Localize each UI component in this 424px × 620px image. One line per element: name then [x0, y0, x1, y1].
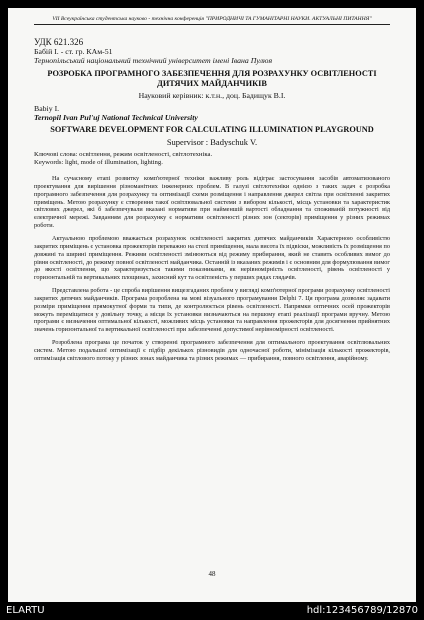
- keywords-en: Keywords: light, mode of illumination, lighting.: [34, 158, 163, 166]
- author-ua: Бабій І. - ст. гр. КАм-51: [34, 46, 113, 56]
- handle-id: hdl:123456789/12870: [306, 605, 418, 616]
- page-number: 48: [208, 570, 216, 578]
- keywords-ua: Ключові слова: освітлення, режим освітленості, світлотехніка.: [34, 150, 213, 158]
- title-en: SOFTWARE DEVELOPMENT FOR CALCULATING ILLUMINATION PLAYGROUND: [50, 124, 374, 134]
- title-ua: РОЗРОБКА ПРОГРАМНОГО ЗАБЕЗПЕЧЕННЯ ДЛЯ РОЗРАХУНКУ ОСВІТЛЕНОСТІ ДИТЯЧИХ МАЙДАНЧИКІВ: [47, 68, 377, 88]
- repository-name: ELARTU: [6, 605, 45, 616]
- paragraph: Представлена робота - це спроба вирішення вищезгаданих проблем у вигляді комп'ютерної програми розрахунку освітленості закритих дитячих майданчиків. Програма розроблена на мові візуального програмування Delphi 7. Ця програма дозволяє задавати розміри приміщення прямокутної форми та типи, де контролюється рівень освітленості. Напрямки оптичних осей прожекторів можуть переміщатися у довільну точку, а місця їх установки визначаються на першому етапі реалізації програми вручну. Метою програми є визначення оптимальної кількості, можливих місць установки та направлення прожекторів для досягнення прийнятних значень горизонтальної та вертикальної освітленості при забезпеченні допустимої нерівномірності освітленості.: [34, 287, 390, 334]
- affiliation-en: Ternopil Ivan Pul'uj National Technical University: [34, 113, 198, 122]
- author-en: Babiy I.: [34, 103, 60, 113]
- affiliation-ua: Тернопільський національний технічний університет імені Івана Пулюя: [34, 56, 273, 65]
- body-text: [34, 175, 390, 363]
- paragraph: Розроблена програма це початок у створенні програмного забезпечення для оптимального проектування освітлювальних систем. Метою подальшої оптимізації є підбір декількох різновидів для одночасної роботи, мінімізація кількості прожекторів, оптимізація світлового потоку у різних зонах майданчика та різних режимах — прибирання, повного освітлення, аварійному.: [34, 339, 390, 362]
- document-page: [8, 8, 416, 602]
- footer-bar: [0, 602, 424, 620]
- supervisor-en: Supervisor : Badyschuk V.: [166, 136, 258, 147]
- udk-code: УДК 621.326: [34, 36, 84, 47]
- conference-header: VII Всеукраїнська студентська науково - технічна конференція "ПРИРОДНИЧІ ТА ГУМАНІТАРНІ НАУКИ. АКТУАЛЬНІ ПИТАННЯ": [34, 16, 390, 25]
- supervisor-ua: Науковий керівник: к.т.н., доц. Бадищук В.І.: [138, 90, 286, 100]
- paragraph: Актуальною проблемою вважається розрахунок освітленості закритих дитячих майданчиків Характерною особливістю закритих приміщень є установка прожекторів переважно на стелі приміщення, мала висота їх підвіски, можливість їх розміщення по довжині та ширині приміщення. Режими освітленості змінюються від режиму прибирання, який не ставить особливих вимог до рівня освітленості, до режиму повної освітленості майданчика. Останній із вказаних режимів і є основним для формулювання вимог до якості освітлення, що характеризується такими показниками, як нерівномірність освітленості, рівень освітленості у горизонтальній та вертикальних площинах, захисний кут та освітленість у перших рядах глядачів.: [34, 235, 390, 282]
- paragraph: На сучасному етапі розвитку комп'ютерної техніки важливу роль відіграє застосування засобів автоматизованого проектування для вирішення різноманітних інженерних проблем. В галузі світлотехніки однією з таких задач є розробка програмного забезпечення для розрахунку та оптимізації схеми розміщення і направлення джерел світла при освітленні закритих приміщень. Метою розрахунку є створення такої освітлювальної системи з вибором кількості, місць установки та характеристик світлових джерел, які б забезпечували вказані нормативи при найменшій вартості обладнання та споживаній потужності від електричної мережі. Завданням для розрахунку є нормативи освітленості різних зон (секторів) приміщення у різних режимах роботи.: [34, 175, 390, 230]
